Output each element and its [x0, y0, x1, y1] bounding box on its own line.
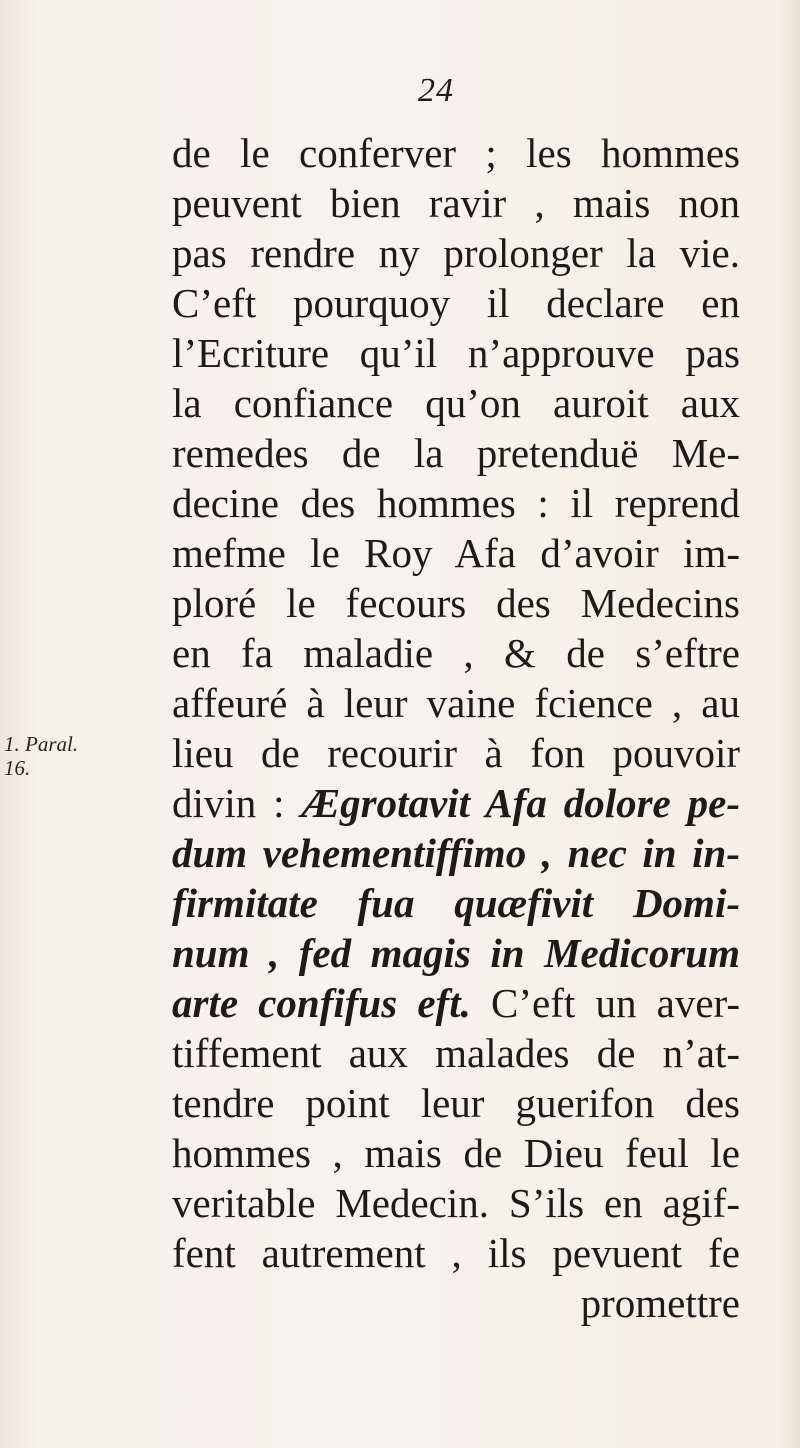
- text-line: [172, 578, 740, 628]
- margin-reference-line: 16.: [4, 756, 31, 780]
- text-line: [172, 1028, 740, 1078]
- margin-reference: [4, 732, 78, 780]
- latin-quotation: num , fed magis in Medicorum: [172, 930, 740, 976]
- page-number: 24: [418, 72, 454, 109]
- text-line: [172, 528, 740, 578]
- text-segment: promettre: [580, 1280, 740, 1326]
- text-line: [172, 478, 740, 528]
- text-segment: ploré le fecours des Medecins: [172, 580, 740, 626]
- text-segment: l’Ecriture qu’il n’approuve pas: [172, 330, 740, 376]
- text-line: [172, 778, 740, 828]
- text-line: [172, 678, 740, 728]
- text-segment: divin :: [172, 780, 302, 826]
- text-line: [172, 1078, 740, 1128]
- text-line: [172, 378, 740, 428]
- text-line: [172, 928, 740, 978]
- text-segment: hommes , mais de Dieu feul le: [172, 1130, 740, 1176]
- latin-quotation: arte confifus eft.: [172, 980, 492, 1026]
- text-segment: C’eft un aver-: [491, 980, 741, 1026]
- text-line: [172, 728, 740, 778]
- text-segment: tiffement aux malades de n’at-: [172, 1030, 740, 1076]
- text-line: [172, 1128, 740, 1178]
- text-segment: remedes de la pretenduë Me-: [172, 430, 740, 476]
- text-segment: fent autrement , ils pevuent fe: [172, 1230, 740, 1276]
- latin-quotation: Ægrotavit Afa dolore pe-: [301, 780, 740, 826]
- text-line: [172, 1178, 740, 1228]
- text-line: [172, 878, 740, 928]
- text-line: [172, 228, 740, 278]
- text-segment: mefme le Roy Afa d’avoir im-: [172, 530, 740, 576]
- text-segment: en fa maladie , & de s’eftre: [172, 630, 740, 676]
- text-segment: tendre point leur guerifon des: [172, 1080, 740, 1126]
- text-line: [172, 278, 740, 328]
- text-segment: pas rendre ny prolonger la vie.: [172, 230, 740, 276]
- text-segment: lieu de recourir à fon pouvoir: [172, 730, 740, 776]
- text-line: [172, 328, 740, 378]
- text-segment: C’eft pourquoy il declare en: [172, 280, 740, 326]
- text-segment: decine des hommes : il reprend: [172, 480, 740, 526]
- latin-quotation: firmitate fua quæfivit Domi-: [172, 880, 740, 926]
- text-line: [172, 828, 740, 878]
- text-line: [172, 628, 740, 678]
- text-segment: la confiance qu’on auroit aux: [172, 380, 740, 426]
- latin-quotation: dum vehementiffimo , nec in in-: [172, 830, 740, 876]
- text-line: [172, 178, 740, 228]
- text-line: [172, 978, 740, 1028]
- text-line: [172, 128, 740, 178]
- text-line: [172, 1278, 740, 1328]
- text-segment: affeuré à leur vaine fcience , au: [172, 680, 740, 726]
- text-line: [172, 1228, 740, 1278]
- margin-reference-line: 1. Paral.: [4, 732, 79, 756]
- text-segment: de le conferver ; les hommes: [172, 130, 740, 176]
- text-line: [172, 428, 740, 478]
- text-segment: peuvent bien ravir , mais non: [172, 180, 740, 226]
- body-text: [172, 128, 740, 1328]
- text-segment: veritable Medecin. S’ils en agif-: [172, 1180, 740, 1226]
